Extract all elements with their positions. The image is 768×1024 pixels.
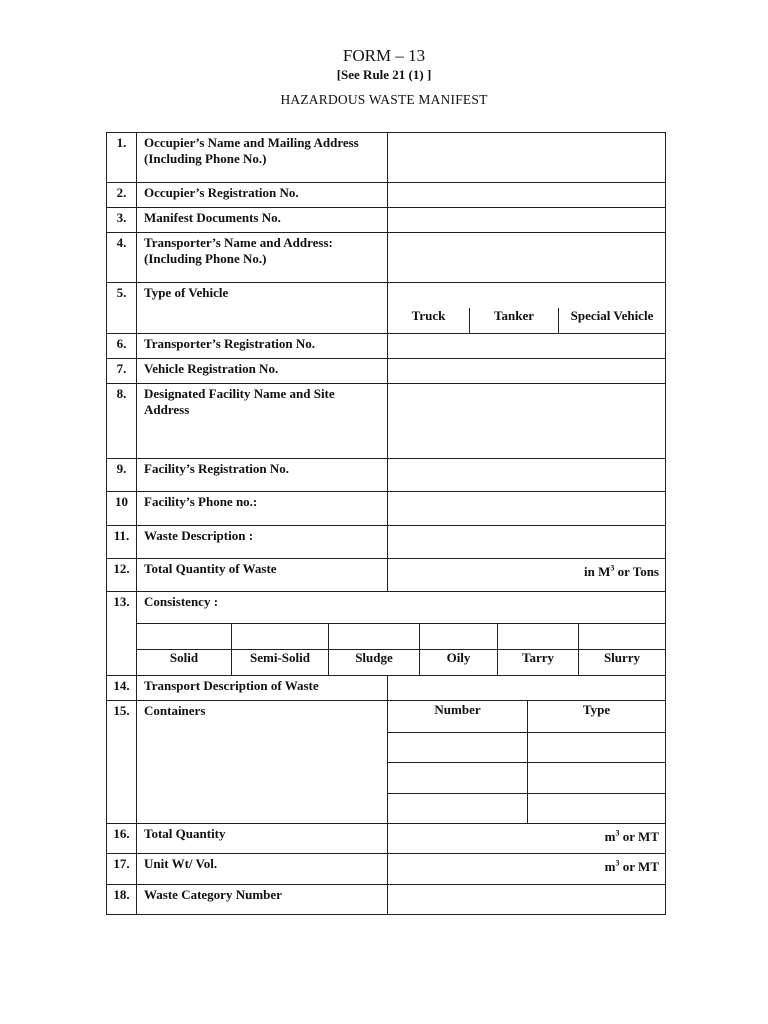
- row-number: 14.: [107, 676, 137, 701]
- containers-type-field[interactable]: [528, 793, 666, 823]
- facility-phone-field[interactable]: [388, 492, 666, 526]
- row-label: Type of Vehicle: [137, 283, 388, 334]
- table-row-facility-name: [107, 384, 666, 459]
- waste-category-field[interactable]: [388, 885, 666, 915]
- total-quantity-waste-field[interactable]: [388, 559, 666, 592]
- row-label: [137, 133, 388, 183]
- containers-number-field[interactable]: [388, 762, 528, 793]
- consistency-solid-box[interactable]: [137, 624, 232, 649]
- row-number: 3.: [107, 208, 137, 233]
- row-label: Manifest Documents No.: [137, 208, 388, 233]
- consistency-option-tarry: Tarry: [498, 649, 579, 675]
- label-line: (Including Phone No.): [144, 151, 267, 166]
- unit-label: $m^3$ or MT: [604, 859, 659, 875]
- vehicle-type-cell: [388, 283, 666, 334]
- table-row-unit-wt-vol: [107, 854, 666, 885]
- containers-type-field[interactable]: [528, 762, 666, 793]
- row-label: Vehicle Registration No.: [137, 359, 388, 384]
- consistency-sludge-box[interactable]: [329, 624, 420, 649]
- table-row-facility-registration: [107, 459, 666, 492]
- containers-number-field[interactable]: [388, 793, 528, 823]
- consistency-cell: [137, 592, 666, 676]
- row-label: Unit Wt/ Vol.: [137, 854, 388, 885]
- table-row-waste-description: [107, 526, 666, 559]
- form-rule-reference: [See Rule 21 (1) ]: [336, 67, 432, 82]
- row-label: Facility’s Registration No.: [137, 459, 388, 492]
- occupier-name-field[interactable]: [388, 133, 666, 183]
- row-number: 6.: [107, 334, 137, 359]
- row-label: Total Quantity of Waste: [137, 559, 388, 592]
- vehicle-option-special[interactable]: Special Vehicle: [559, 308, 666, 333]
- label-line: Address: [144, 402, 190, 417]
- row-number: 16.: [107, 824, 137, 854]
- consistency-option-solid: Solid: [137, 649, 232, 675]
- row-number: 11.: [107, 526, 137, 559]
- containers-type-field[interactable]: [528, 732, 666, 762]
- row-label: Waste Description :: [137, 526, 388, 559]
- consistency-oily-box[interactable]: [420, 624, 498, 649]
- table-row-occupier-registration: [107, 183, 666, 208]
- facility-registration-field[interactable]: [388, 459, 666, 492]
- row-number: 1.: [107, 133, 137, 183]
- table-row-transporter-registration: [107, 334, 666, 359]
- table-row-occupier-name: [107, 133, 666, 183]
- row-number: 7.: [107, 359, 137, 384]
- row-label: Total Quantity: [137, 824, 388, 854]
- row-label: Waste Category Number: [137, 885, 388, 915]
- vehicle-option-truck[interactable]: Truck: [388, 308, 470, 333]
- row-number: 18.: [107, 885, 137, 915]
- consistency-semi-solid-box[interactable]: [232, 624, 329, 649]
- unit-label: in $M^3$ or Tons: [584, 564, 659, 580]
- vehicle-option-tanker[interactable]: Tanker: [470, 308, 559, 333]
- unit-wt-vol-field[interactable]: [388, 854, 666, 885]
- table-row-transporter-name: [107, 233, 666, 283]
- row-number: 8.: [107, 384, 137, 459]
- form-heading: HAZARDOUS WASTE MANIFEST: [280, 92, 488, 107]
- row-number: 2.: [107, 183, 137, 208]
- table-row-manifest-documents: [107, 208, 666, 233]
- row-number: 13.: [107, 592, 137, 676]
- row-label: Containers: [137, 701, 388, 824]
- row-label: Transport Description of Waste: [137, 676, 388, 701]
- row-label: [137, 233, 388, 283]
- row-number: 9.: [107, 459, 137, 492]
- row-number: 12.: [107, 559, 137, 592]
- label-line: Designated Facility Name and Site: [144, 386, 335, 401]
- facility-name-field[interactable]: [388, 384, 666, 459]
- row-label: Facility’s Phone no.:: [137, 492, 388, 526]
- row-number: 15.: [107, 701, 137, 824]
- occupier-registration-field[interactable]: [388, 183, 666, 208]
- total-quantity-field[interactable]: [388, 824, 666, 854]
- manifest-documents-field[interactable]: [388, 208, 666, 233]
- containers-number-header: Number: [388, 701, 528, 732]
- vehicle-type-grid: [388, 308, 665, 333]
- label-line: Occupier’s Name and Mailing Address: [144, 135, 359, 150]
- consistency-tarry-box[interactable]: [498, 624, 579, 649]
- unit-label: $m^3$ or MT: [604, 829, 659, 845]
- table-row-total-quantity: [107, 824, 666, 854]
- consistency-option-oily: Oily: [420, 649, 498, 675]
- row-label: [137, 384, 388, 459]
- consistency-option-sludge: Sludge: [329, 649, 420, 675]
- table-row-consistency: [107, 592, 666, 676]
- table-row-vehicle-type: [107, 283, 666, 334]
- containers-type-header: Type: [528, 701, 666, 732]
- label-line: (Including Phone No.): [144, 251, 267, 266]
- table-row-containers: [107, 701, 666, 824]
- table-row-facility-phone: [107, 492, 666, 526]
- transporter-name-field[interactable]: [388, 233, 666, 283]
- form-title: FORM – 13: [342, 46, 426, 65]
- transporter-registration-field[interactable]: [388, 334, 666, 359]
- row-number: 4.: [107, 233, 137, 283]
- label-line: Transporter’s Name and Address:: [144, 235, 333, 250]
- row-number: 17.: [107, 854, 137, 885]
- consistency-option-slurry: Slurry: [579, 649, 666, 675]
- waste-description-field[interactable]: [388, 526, 666, 559]
- table-row-transport-description: [107, 676, 666, 701]
- consistency-grid: [137, 624, 665, 675]
- consistency-option-semi-solid: Semi-Solid: [232, 649, 329, 675]
- consistency-slurry-box[interactable]: [579, 624, 666, 649]
- containers-number-field[interactable]: [388, 732, 528, 762]
- containers-grid: [388, 701, 665, 823]
- row-number: 10: [107, 492, 137, 526]
- row-label: Occupier’s Registration No.: [137, 183, 388, 208]
- table-row-waste-category: [107, 885, 666, 915]
- vehicle-registration-field[interactable]: [388, 359, 666, 384]
- row-number: 5.: [107, 283, 137, 334]
- row-label: Transporter’s Registration No.: [137, 334, 388, 359]
- containers-cell: [388, 701, 666, 824]
- manifest-table: [106, 132, 666, 915]
- table-row-vehicle-registration: [107, 359, 666, 384]
- table-row-total-quantity-waste: [107, 559, 666, 592]
- transport-description-field[interactable]: [388, 676, 666, 701]
- row-label: Consistency :: [137, 592, 665, 624]
